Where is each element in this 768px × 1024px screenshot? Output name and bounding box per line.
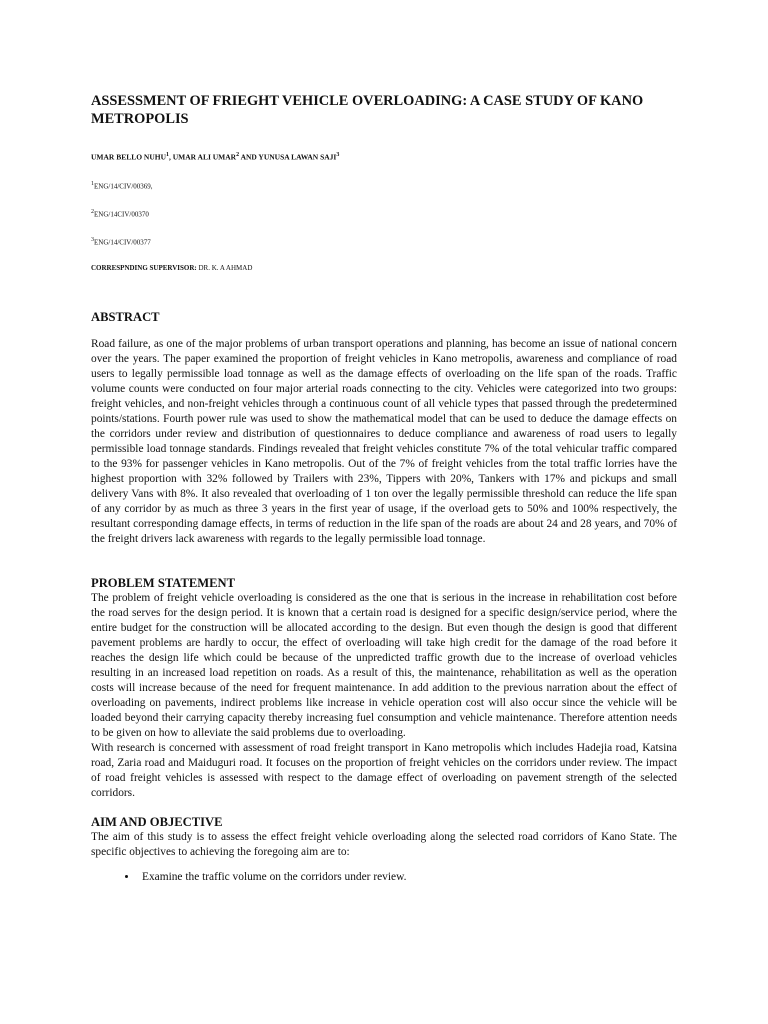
affiliation-1-superscript: 1 <box>91 180 94 187</box>
document-page <box>91 92 677 885</box>
affiliation-1 <box>91 179 677 191</box>
objective-item: • Examine the traffic volume on the corridors under review. <box>138 870 677 885</box>
problem-paragraph-1: The problem of freight vehicle overloading is considered as the one that is serious in the increase in rehabilitation cost before the road serves for the design period. It is known that a certain road is designed for a specific design/service period, where the entire budget for the construction will be allocated according to the design. But even though the design is good that different pavement problems are hardly to occur, the effect of overloading will take high credit for the damage of the road before it reaches the design life which could be because of the unpredicted traffic growth due to the increase of overload vehicles resulting in an increased load repetition on roads. As a result of this, the maintenance, rehabilitation as well as the operation costs will increase because of the need for frequent maintenance. In add addition to the previous narration about the effect of overloading on pavements, indirect problems like increase in vehicle operation cost will also occur since the vehicle will be loaded beyond their carrying capacity thereby increasing fuel consumption and vehicle maintenance. Therefore attention needs to be given on how to alleviate the said problems due to overloading. <box>91 592 677 740</box>
aim-paragraph: The aim of this study is to assess the effect freight vehicle overloading along the selected road corridors of Kano State. The specific objectives to achieving the foregoing aim are to: <box>91 831 677 859</box>
abstract-heading: ABSTRACT <box>91 310 160 325</box>
affiliation-3 <box>91 235 677 247</box>
problem-statement-heading: PROBLEM STATEMENT <box>91 576 236 591</box>
supervisor-label: CORRESPNDING SUPERVISOR: <box>91 264 197 273</box>
affiliation-2-superscript: 2 <box>91 208 94 215</box>
abstract-paragraph: Road failure, as one of the major problems of urban transport operations and planning, has become an issue of national concern over the years. The paper examined the proportion of freight vehicles in Kano metropolis, awareness and compliance of road users to legally permissible load tonnage as well as the damage effects of overloading on the life span of the roads. Traffic volume counts were conducted on four major arterial roads connecting to the city. Vehicles were categorized into two groups: freight vehicles, and non-freight vehicles through a continuous count of all vehicle types that passed through the predetermined points/stations. Fourth power rule was used to show the mathematical model that can be used to deduce the damage effects on the corridors under review and distribution of questionnaires to deduce compliance and awareness of road users to legally permissible load tonnage standards. Findings revealed that freight vehicles constitute 7% of the total vehicular traffic compared to the 93% for passenger vehicles in Kano metropolis. Out of the 7% of freight vehicles from the total traffic lorries have the highest proportion with 32% followed by Trailers with 23%, Tippers with 20%, Tankers with 17% and pickups and small delivery Vans with 8%. It also revealed that overloading of 1 ton over the legally permissible threshold can reduce the life span of any corridor by as much as three 3 years in the first year of usage, if the overload gets to 50% and 100% respectively, the resultant corresponding damage effects, in terms of reduction in the life span of the roads are about 24 and 28 years, and 70% of the freight drivers lack awareness with regards to the legally permissible load tonnage. <box>91 338 677 546</box>
affiliation-1-text: ENG/14/CIV/00369, <box>94 181 153 190</box>
affiliation-3-superscript: 3 <box>91 237 94 244</box>
author-1-superscript: 1 <box>166 152 170 158</box>
author-3-superscript: 3 <box>336 152 340 158</box>
paper-title: ASSESSMENT OF FRIEGHT VEHICLE OVERLOADING: A CASE STUDY OF KANO METROPOLIS <box>91 93 644 127</box>
author-2-superscript: 2 <box>236 152 240 158</box>
affiliation-2 <box>91 207 677 219</box>
objectives-list <box>91 870 677 885</box>
author-3: AND YUNUSA LAWAN SAJI <box>239 152 337 162</box>
author-1: UMAR BELLO NUHU <box>91 152 167 162</box>
problem-paragraph-2: With research is concerned with assessment of road freight transport in Kano metropolis which includes Hadejia road, Katsina road, Zaria road and Maiduguri road. It focuses on the proportion of freight vehicles on the corridors under review. The impact of road freight vehicles is assessed with respect to the damage effect of overloading on pavement strength of the selected corridors. <box>91 742 677 800</box>
affiliation-3-text: ENG/14/CIV/00377 <box>94 238 151 247</box>
aim-objective-heading: AIM AND OBJECTIVE <box>91 815 223 830</box>
affiliation-2-text: ENG/14CIV/00370 <box>94 210 149 219</box>
author-2: , UMAR ALI UMAR <box>169 152 237 162</box>
supervisor-name: DR. K. A AHMAD <box>196 264 253 273</box>
author-line <box>91 150 677 163</box>
supervisor-line <box>91 263 677 273</box>
